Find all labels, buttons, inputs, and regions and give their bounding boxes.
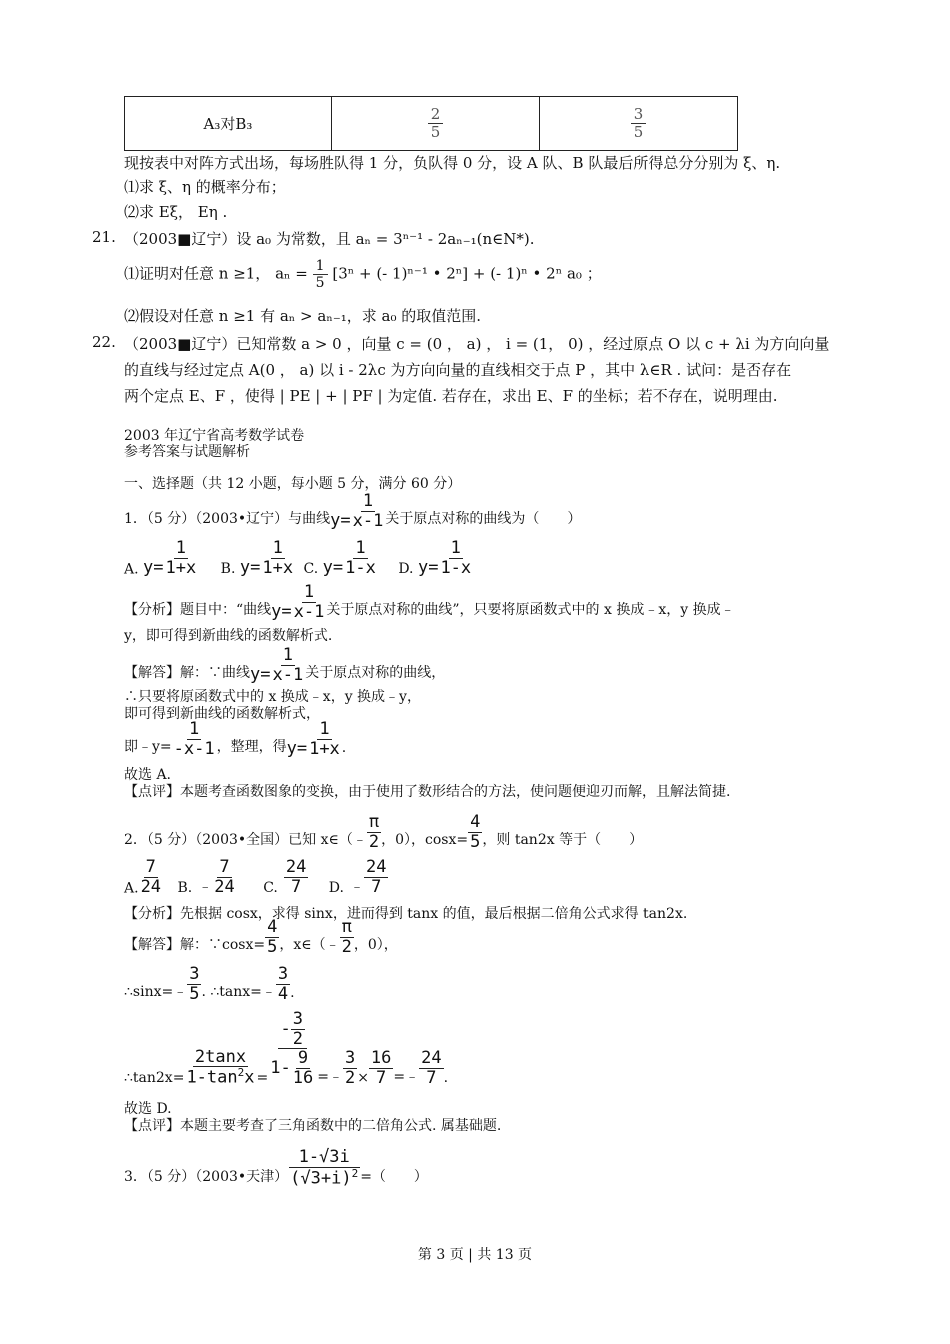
minus-sign: ﹣ xyxy=(349,879,364,896)
fraction xyxy=(260,539,295,577)
fraction xyxy=(351,492,386,530)
a1-stem xyxy=(124,492,581,530)
fraction xyxy=(187,965,201,1003)
minus-sign: - xyxy=(280,1019,291,1040)
fraction xyxy=(364,858,388,896)
table-cell-prob-a xyxy=(332,97,540,151)
a3-stem-suffix: =（ ） xyxy=(360,1169,428,1186)
frac-numerator: 1-√3i xyxy=(289,1148,360,1168)
tan-end: . xyxy=(290,985,295,1002)
option-a-label: A. xyxy=(124,561,139,578)
period: . xyxy=(443,1069,449,1086)
frac-denominator xyxy=(268,1049,317,1087)
q21-part1-suffix: [3ⁿ + (- 1)ⁿ⁻¹ • 2ⁿ] + (- 1)ⁿ • 2ⁿ a₀ ； xyxy=(332,264,602,283)
frac-numerator: 1 xyxy=(175,538,186,558)
fraction xyxy=(340,918,354,956)
frac-denominator: -x-1 xyxy=(173,738,215,759)
denom-text: (√3+i) xyxy=(290,1168,352,1189)
a2-stem-prefix: 2．（5 分）（2003•全国）已知 x∈（﹣ xyxy=(124,832,367,849)
frac-denominator: 16 xyxy=(292,1068,314,1089)
fraction xyxy=(419,1049,443,1087)
q22-line2: 的直线与经过定点 A(0 ， a) 以 i - 2λc 为方向向量的直线相交于点 P ，其中 λ∈R . 试问：是否存在 xyxy=(124,361,792,379)
frac-denominator: 24 xyxy=(140,876,162,897)
q21-part2: ⑵假设对任意 n ≥1 有 aₙ > aₙ₋₁，求 a₀ 的取值范围. xyxy=(124,307,482,325)
frac-numerator: 3 xyxy=(277,964,289,984)
frac-denominator: 5 xyxy=(267,936,278,957)
frac-denominator: 5 xyxy=(315,275,325,292)
y-equals: y= xyxy=(330,510,351,531)
option-a-label: A. xyxy=(124,880,139,897)
frac-numerator: 1 xyxy=(282,645,293,665)
frac-denominator: x-1 xyxy=(352,510,384,531)
denom-x: x xyxy=(244,1068,255,1089)
fraction xyxy=(265,918,279,956)
frac-numerator: 4 xyxy=(470,812,481,832)
prob-b-numerator: 3 xyxy=(631,106,647,124)
a1-stem-suffix: 关于原点对称的曲线为（ ） xyxy=(385,511,582,528)
frac-numerator: π xyxy=(341,917,352,937)
option-c-label: C. xyxy=(263,880,278,897)
frac-denominator: 5 xyxy=(189,983,200,1004)
tan-prefix: . ∴tanx=﹣ xyxy=(201,984,276,1001)
fraction xyxy=(468,813,482,851)
frac-denominator: 2 xyxy=(368,831,380,852)
a1-solution xyxy=(124,646,445,684)
fraction xyxy=(172,720,217,758)
equals: = xyxy=(256,1069,269,1086)
q22-line3: 两个定点 E、F ，使得 | PE | + | PF | 为定值. 若存在，求出 E、F 的坐标；若不存在，说明理由. xyxy=(124,387,778,405)
frac-denominator: 4 xyxy=(277,983,289,1004)
equals-neg: =﹣ xyxy=(317,1068,343,1085)
a3-stem-prefix: 3．（5 分）（2003•天津） xyxy=(124,1169,289,1186)
section-heading: 一、选择题（共 12 小题，每小题 5 分，满分 60 分） xyxy=(124,476,462,492)
a1-solution-line2: ∴只要将原函数式中的 x 换成﹣x，y 换成﹣y， xyxy=(124,689,421,705)
a1-stem-prefix: 1．（5 分）（2003•辽宁）与曲线 xyxy=(124,511,331,528)
compound-fraction xyxy=(268,1010,317,1088)
minus-sign: ﹣ xyxy=(198,879,213,896)
exponent: 2 xyxy=(237,1066,245,1080)
frac-numerator: 2tanx xyxy=(194,1046,247,1067)
frac-numerator: 3 xyxy=(344,1048,356,1069)
a2-stem-suffix: ，则 tan2x 等于（ ） xyxy=(482,832,644,849)
fraction xyxy=(139,858,163,896)
tan2x-prefix: ∴tan2x= xyxy=(124,1069,185,1086)
prob-a-denominator: 5 xyxy=(430,123,441,141)
frac-denominator: 2 xyxy=(292,1028,303,1049)
frac-denominator: 1-x xyxy=(345,557,376,578)
frac-numerator: π xyxy=(368,812,380,832)
option-b-label: B. xyxy=(177,880,193,897)
exponent: 2 xyxy=(351,1166,359,1180)
frac-numerator: 7 xyxy=(219,857,230,877)
a2-analysis: 【分析】先根据 cosx，求得 sinx，进而得到 tanx 的值，最后根据二倍角公式求得 tan2x. xyxy=(124,906,688,922)
frac-denominator: 1+x xyxy=(309,738,340,759)
fraction xyxy=(292,583,327,621)
frac-numerator: 1 xyxy=(319,719,330,739)
frac-numerator: 24 xyxy=(365,857,387,877)
frac-numerator: 24 xyxy=(421,1048,442,1069)
frac-denominator: 7 xyxy=(371,876,382,897)
answers-subtitle: 参考答案与试题解析 xyxy=(124,444,250,460)
frac-denominator: 7 xyxy=(426,1068,437,1089)
fraction xyxy=(307,720,342,758)
a2-sin-tan xyxy=(124,965,295,1003)
frac-denominator: 24 xyxy=(214,876,235,897)
frac-denominator: 2 xyxy=(341,936,352,957)
equals-neg: =﹣ xyxy=(393,1068,420,1085)
fraction xyxy=(367,813,381,851)
fraction xyxy=(284,858,308,896)
analysis-suffix: 关于原点对称的曲线”，只要将原函数式中的 x 换成﹣x，y 换成﹣ xyxy=(326,602,735,619)
y-equals: y= xyxy=(239,557,261,578)
q20-part1: ⑴求 ξ、η 的概率分布； xyxy=(124,178,286,196)
fraction xyxy=(212,858,236,896)
a1-solution-line4 xyxy=(124,720,346,758)
solution-suffix: ，0）， xyxy=(353,937,398,954)
prob-b-denominator: 5 xyxy=(633,123,644,141)
analysis-prefix: 【分析】题目中：“曲线 xyxy=(124,602,272,619)
frac-numerator: 1 xyxy=(313,258,328,275)
frac-numerator: 1 xyxy=(272,538,283,558)
answers-title: 2003 年辽宁省高考数学试卷 xyxy=(124,428,305,444)
solution-line4-prefix: 即﹣y= xyxy=(124,739,172,756)
a2-comment: 【点评】本题主要考查了三角函数中的二倍角公式. 属基础题. xyxy=(124,1118,502,1134)
fraction xyxy=(369,1049,393,1087)
frac-numerator: 16 xyxy=(370,1048,392,1069)
frac-numerator: 1 xyxy=(362,491,374,511)
y-equals: y= xyxy=(143,557,164,578)
y-equals: y= xyxy=(250,664,271,685)
fraction xyxy=(343,539,378,577)
fraction xyxy=(343,1049,357,1087)
matchup-table xyxy=(124,96,738,151)
solution-suffix: 关于原点对称的曲线， xyxy=(305,665,446,682)
a2-solution xyxy=(124,918,398,956)
solution-mid: ，x∈（﹣ xyxy=(279,937,340,954)
a2-options xyxy=(124,858,388,896)
frac-denominator: 5 xyxy=(470,831,481,852)
a1-analysis xyxy=(124,583,735,621)
q21-part1 xyxy=(124,258,602,291)
frac-denominator: 7 xyxy=(290,876,302,897)
y-equals: y= xyxy=(271,601,292,622)
q22-number: 22. xyxy=(92,333,116,351)
a1-choice: 故选 A. xyxy=(124,767,172,783)
frac-numerator: 4 xyxy=(267,917,278,937)
denom-text: 1-tan xyxy=(186,1068,238,1089)
page-footer: 第 3 页 | 共 13 页 xyxy=(417,1247,533,1263)
fraction xyxy=(288,1148,360,1188)
a2-tan2x xyxy=(124,1010,448,1088)
solution-prefix: 【解答】解：∵曲线 xyxy=(124,665,250,682)
prob-a-numerator: 2 xyxy=(428,106,444,124)
frac-numerator: 1 xyxy=(355,538,366,558)
q20-part2: ⑵求 Eξ， Eη . xyxy=(124,203,228,221)
frac-denominator xyxy=(184,1067,256,1087)
sin-prefix: ∴sinx=﹣ xyxy=(124,984,188,1001)
y-equals: y= xyxy=(322,557,344,578)
frac-denominator xyxy=(288,1168,360,1188)
times-sign: × xyxy=(357,1069,369,1086)
fraction xyxy=(438,539,473,577)
option-d-label: D. xyxy=(328,880,344,897)
y-equals: y= xyxy=(286,738,308,759)
table-row xyxy=(125,97,738,151)
option-d-label: D. xyxy=(398,561,414,578)
q20-intro: 现按表中对阵方式出场，每场胜队得 1 分，负队得 0 分，设 A 队、B 队最后所得总分分别为 ξ、η. xyxy=(124,154,781,172)
frac-denominator: 7 xyxy=(376,1068,387,1089)
q21-part1-prefix: ⑴证明对任意 n ≥1， aₙ = xyxy=(124,264,308,283)
a3-stem xyxy=(124,1148,428,1188)
frac-denominator: 1+x xyxy=(262,557,294,578)
option-b-label: B. xyxy=(220,561,236,578)
fraction xyxy=(276,965,290,1003)
option-c-label: C. xyxy=(303,561,319,578)
q22-line1: （2003■辽宁）已知常数 a > 0 ，向量 c = (0 ， a) ， i = (1， 0) ，经过原点 O 以 c + λi 为方向向量 xyxy=(124,335,830,353)
q21-stem: （2003■辽宁）设 a₀ 为常数，且 aₙ = 3ⁿ⁻¹ - 2aₙ₋₁(n∈N*). xyxy=(124,230,535,248)
solution-line4-end: . xyxy=(341,740,347,757)
fraction xyxy=(164,539,199,577)
one-minus: 1- xyxy=(270,1058,291,1079)
frac-denominator: x-1 xyxy=(293,601,325,622)
q21-number: 21. xyxy=(92,228,116,246)
solution-prefix: 【解答】解：∵cosx= xyxy=(124,937,266,954)
frac-denominator: 1-x xyxy=(440,557,472,578)
frac-numerator: 3 xyxy=(189,964,200,984)
y-equals: y= xyxy=(417,557,439,578)
frac-numerator xyxy=(278,1010,307,1049)
frac-numerator: 7 xyxy=(145,857,156,877)
a1-comment: 【点评】本题考查函数图象的变换，由于使用了数形结合的方法，使问题便迎刃而解，且解法简捷. xyxy=(124,784,731,800)
a2-stem-mid: ，0），cosx= xyxy=(381,832,469,849)
frac-numerator: 3 xyxy=(292,1009,303,1029)
a2-stem xyxy=(124,813,643,851)
a1-solution-line3: 即可得到新曲线的函数解析式， xyxy=(124,706,320,722)
a1-options xyxy=(124,539,473,577)
a1-analysis-line2: y，即可得到新曲线的函数解析式. xyxy=(124,628,333,644)
frac-denominator: x-1 xyxy=(272,664,304,685)
fraction xyxy=(270,646,305,684)
solution-line4-mid: ，整理，得 xyxy=(216,739,287,756)
table-cell-label: A₃对B₃ xyxy=(125,97,332,151)
frac-numerator: 1 xyxy=(188,719,200,739)
frac-numerator: 1 xyxy=(450,538,461,558)
frac-denominator: 1+x xyxy=(165,557,197,578)
frac-denominator: 2 xyxy=(344,1068,356,1089)
frac-numerator: 1 xyxy=(303,582,315,602)
table-cell-prob-b xyxy=(540,97,738,151)
a2-choice: 故选 D. xyxy=(124,1101,172,1117)
frac-numerator: 9 xyxy=(297,1048,309,1069)
frac-numerator: 24 xyxy=(285,857,307,877)
fraction xyxy=(184,1048,256,1088)
